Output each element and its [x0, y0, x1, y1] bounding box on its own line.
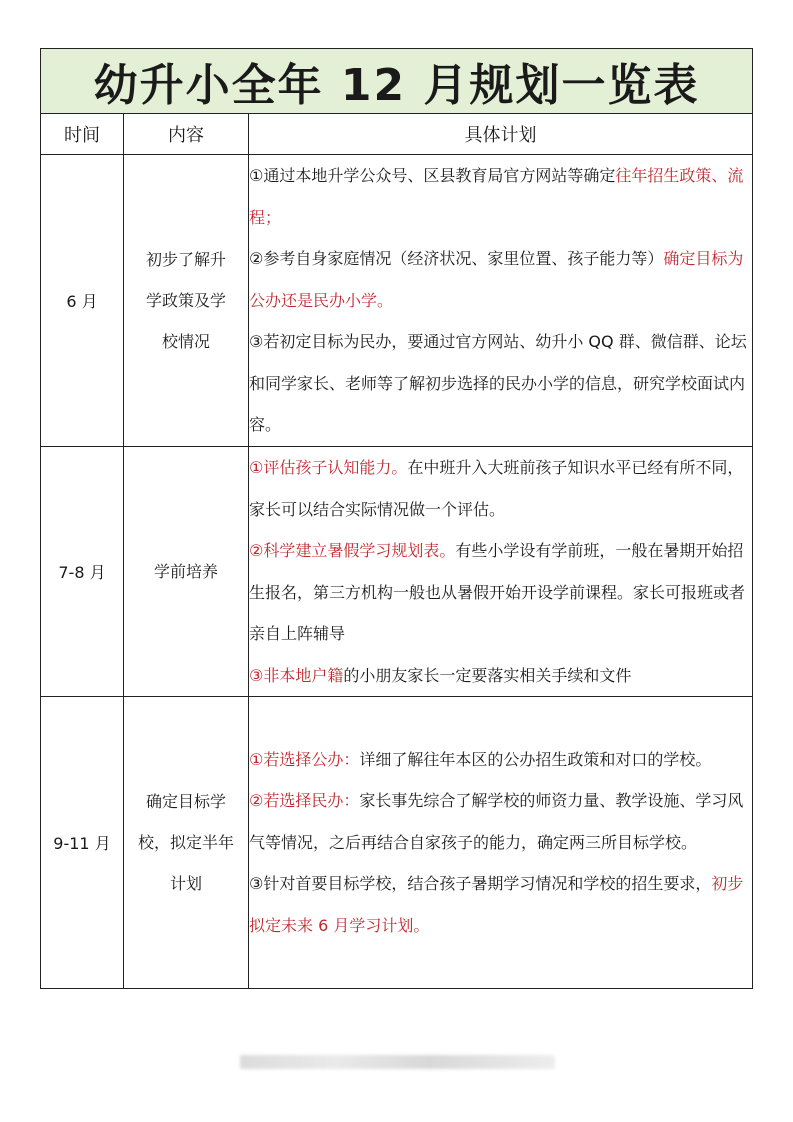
table-row — [41, 447, 753, 697]
plan-text: ①通过本地升学公众号、区县教育局官方网站等确定 — [249, 166, 616, 186]
plan-item — [249, 530, 752, 655]
content-cell — [124, 697, 249, 989]
month-cell: 6 月 — [41, 155, 124, 447]
plan-item — [249, 447, 752, 530]
month-cell: 9-11 月 — [41, 697, 124, 989]
plan-item — [249, 780, 752, 863]
plan-highlight: 确定目标为公办还是民办小学。 — [249, 249, 744, 310]
plan-item — [249, 863, 752, 946]
content-line: 校，拟定半年 — [137, 833, 234, 852]
plan-text: 家长事先综合了解学校的师资力量、教学设施、学习风气等情况，之后再结合自家孩子的能力，确定两三所目标学校。 — [249, 791, 744, 852]
plan-highlight: ①若选择公办： — [249, 749, 360, 769]
plan-item — [249, 155, 752, 238]
content-line: 学前培养 — [153, 562, 218, 581]
plan-highlight: 往年招生政策、流程； — [249, 166, 744, 227]
plan-text: ③针对首要目标学校，结合孩子暑期学习情况和学校的招生要求， — [249, 874, 712, 894]
content-line: 确定目标学 — [145, 792, 226, 811]
plan-text: 详细了解往年本区的公办招生政策和对口的学校。 — [359, 749, 712, 769]
content-line: 校情况 — [161, 332, 210, 351]
column-header-content: 内容 — [124, 114, 249, 155]
plan-highlight: ①评估孩子认知能力。 — [249, 458, 408, 477]
page-title: 幼升小全年 12 月规划一览表 — [41, 49, 753, 114]
content-cell — [124, 447, 249, 697]
plan-highlight: ②科学建立暑假学习规划表。 — [249, 541, 456, 560]
plan-cell — [249, 155, 753, 447]
content-line: 计划 — [169, 874, 202, 893]
plan-text: 在中班升入大班前孩子知识水平已经有所不同，家长可以结合实际情况做一个评估。 — [249, 458, 744, 519]
plan-highlight: ③非本地户籍 — [249, 665, 344, 685]
column-header-plan: 具体计划 — [249, 114, 753, 155]
plan-item — [249, 739, 752, 781]
plan-text: ②参考自身家庭情况（经济状况、家里位置、孩子能力等） — [249, 249, 664, 269]
month-cell: 7-8 月 — [41, 447, 124, 697]
content-line: 学政策及学 — [145, 291, 226, 310]
table-row — [41, 155, 753, 447]
plan-text: ③若初定目标为民办，要通过官方网站、幼升小 QQ 群、微信群、论坛和同学家长、老师等了解初步选择的民办小学的信息，研究学校面试内容。 — [249, 332, 747, 435]
plan-cell — [249, 447, 753, 697]
blurred-watermark — [240, 1055, 555, 1069]
plan-item — [249, 238, 752, 321]
plan-item — [249, 655, 752, 697]
plan-item — [249, 321, 752, 446]
table-row — [41, 697, 753, 989]
plan-table — [40, 48, 753, 989]
content-cell — [124, 155, 249, 447]
plan-highlight: 初步拟定未来 6 月学习计划。 — [249, 874, 744, 935]
plan-cell — [249, 697, 753, 989]
plan-text: 有些小学设有学前班，一般在暑期开始招生报名，第三方机构一般也从暑假开始开设学前课程。家长可报班或者亲自上阵辅导 — [249, 541, 746, 643]
column-header-time: 时间 — [41, 114, 124, 155]
content-line: 初步了解升 — [145, 250, 226, 269]
plan-highlight: ②若选择民办： — [249, 791, 360, 811]
plan-text: 的小朋友家长一定要落实相关手续和文件 — [343, 665, 632, 685]
